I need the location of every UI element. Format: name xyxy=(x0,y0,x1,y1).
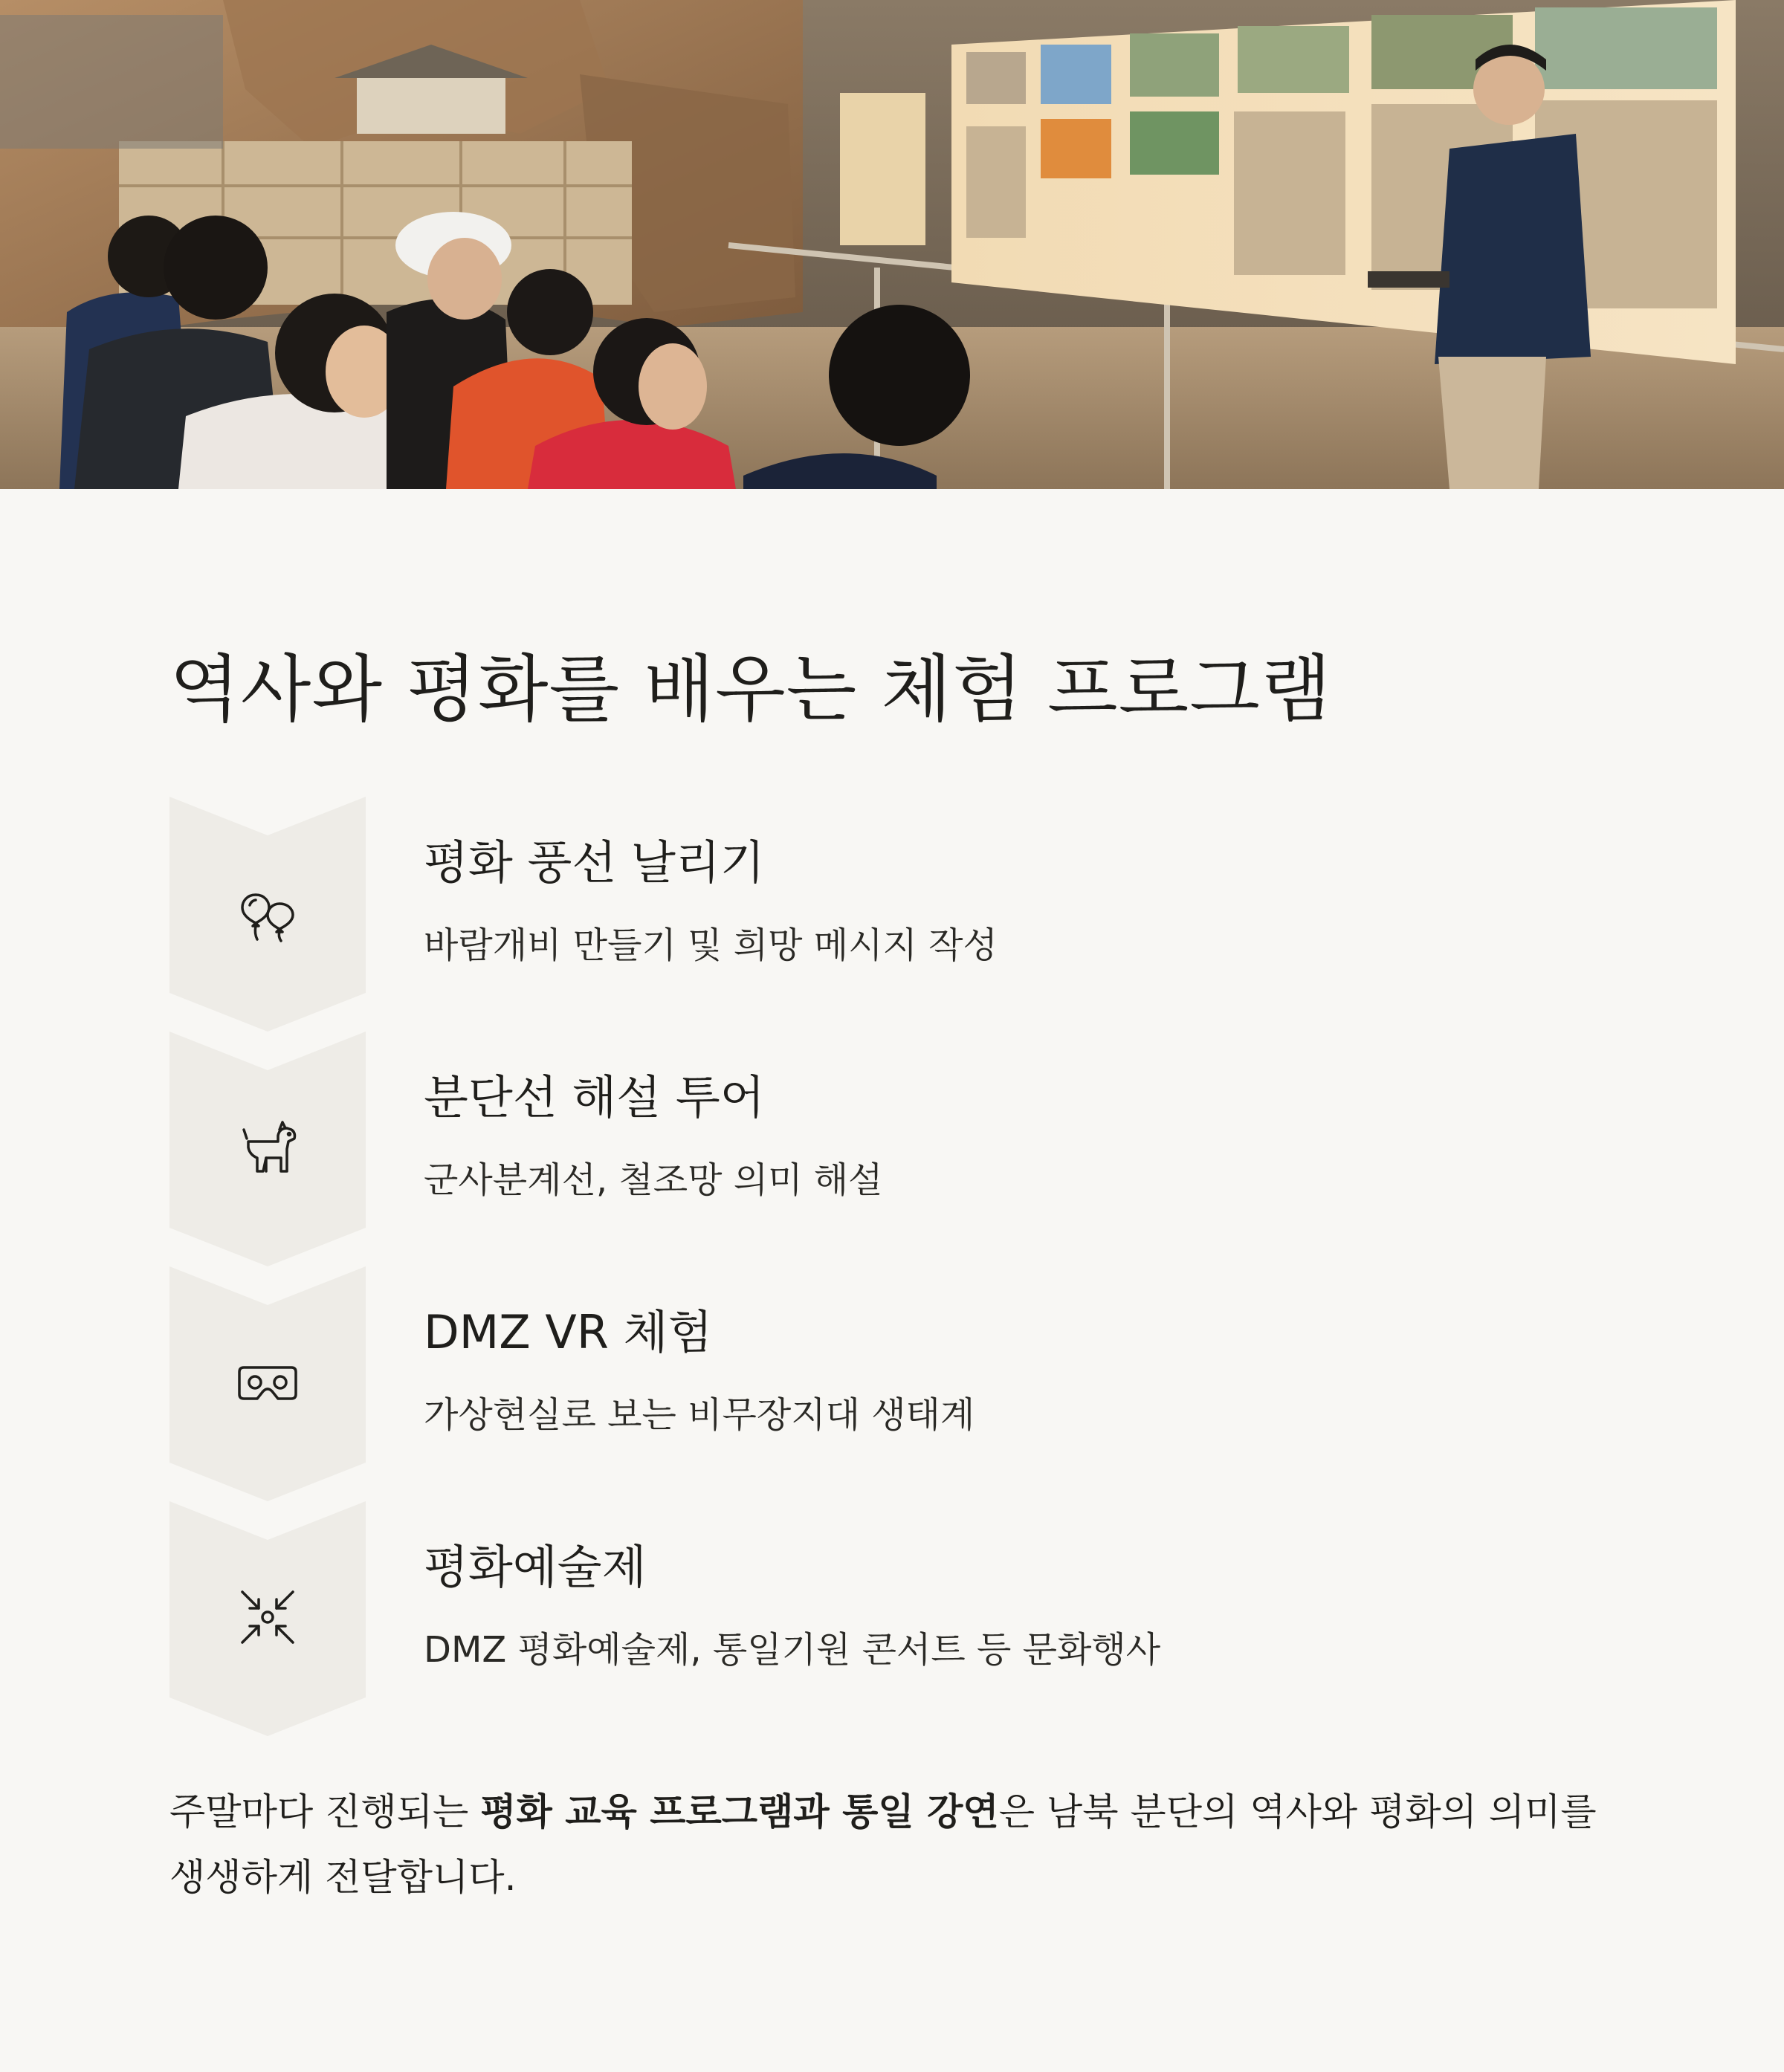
hero-photo xyxy=(0,0,1784,489)
dog-icon xyxy=(236,1116,299,1179)
program-title: 분단선 해설 투어 xyxy=(424,1070,765,1124)
summary-text-after: 은 남북 분단의 역사와 평화의 의미를 생생하게 전달합니다. xyxy=(169,1790,1597,1899)
program-description: 바람개비 만들기 및 희망 메시지 작성 xyxy=(424,925,998,966)
chevron-marker xyxy=(169,1266,366,1501)
summary-paragraph xyxy=(169,1779,1626,1910)
program-description: 군사분계선, 철조망 의미 해설 xyxy=(424,1159,883,1201)
program-item-border-tour xyxy=(169,1032,1656,1266)
program-description: 가상현실로 보는 비무장지대 생태계 xyxy=(424,1394,975,1436)
balloons-icon xyxy=(236,881,299,944)
page-title: 역사와 평화를 배우는 체험 프로그램 xyxy=(169,647,1332,732)
program-title: 평화 풍선 날리기 xyxy=(424,835,765,890)
program-item-peace-art-festival xyxy=(169,1501,1656,1736)
program-title: 평화예술제 xyxy=(424,1540,647,1594)
museum-tour-illustration xyxy=(0,0,1784,489)
chevron-marker xyxy=(169,1501,366,1736)
summary-highlight: 평화 교육 프로그램과 통일 강연 xyxy=(480,1790,999,1833)
chevron-marker xyxy=(169,1032,366,1266)
chevron-marker xyxy=(169,797,366,1032)
program-item-peace-balloon xyxy=(169,797,1656,1032)
program-description: DMZ 평화예술제, 통일기원 콘서트 등 문화행사 xyxy=(424,1629,1161,1671)
program-title: DMZ VR 체험 xyxy=(424,1305,713,1359)
converge-arrows-icon xyxy=(236,1586,299,1648)
summary-text-before: 주말마다 진행되는 xyxy=(169,1790,481,1833)
vr-headset-icon xyxy=(236,1351,299,1414)
program-item-dmz-vr xyxy=(169,1266,1656,1501)
